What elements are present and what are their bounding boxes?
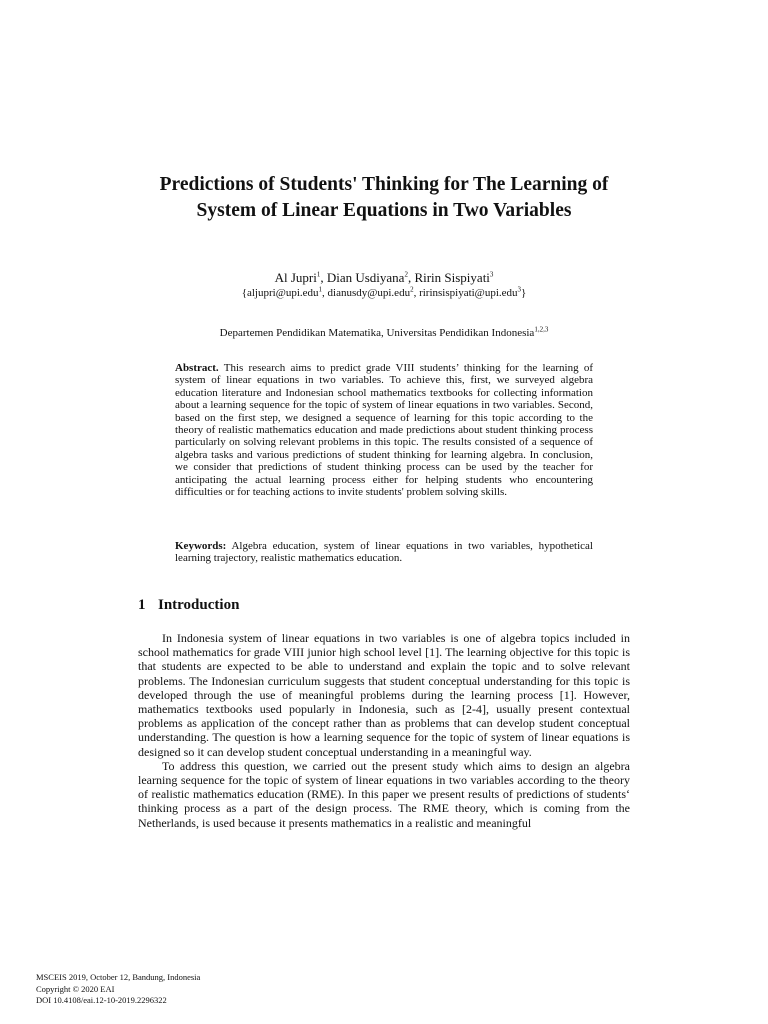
abstract-label: Abstract.: [175, 362, 219, 374]
footer-conference: MSCEIS 2019, October 12, Bandung, Indonesia: [36, 972, 201, 982]
affiliation: [100, 326, 668, 341]
email-separator: ,: [413, 287, 420, 299]
author-sup: 1: [316, 270, 321, 279]
keywords-label: Keywords:: [175, 540, 227, 552]
paper-title: [100, 172, 668, 224]
section-number: 1: [138, 597, 146, 613]
email-link[interactable]: dianusdy@upi.edu: [327, 287, 411, 299]
footer-copyright: Copyright © 2020 EAI: [36, 983, 115, 994]
email-sup: 3: [517, 285, 522, 294]
author-name: Al Jupri: [274, 270, 317, 285]
email-open-brace: {: [241, 287, 247, 299]
author-name: Ririn Sispiyati: [414, 270, 490, 285]
author-separator: ,: [407, 270, 415, 285]
footer-doi: DOI 10.4108/eai.12-10-2019.2296322: [36, 995, 167, 1005]
abstract-text: This research aims to predict grade VIII students’ thinking for the learning of system of linear equations in two variables. To achieve this, first, we surveyed algebra education literature and Indonesian school mathematics textbooks for collecting information about a learning sequence for the topic of system of linear equations in two variables. Second, based on the first step, we designed a sequence of learning for this topic according to the theory of realistic mathematics education and made predictions about student thinking process particularly on solving relevant problems in this topic. The results consisted of a sequence of algebra tasks and various predictions of student thinking for learning algebra. In conclusion, we consider that predictions of student thinking process can be used by the teacher for anticipating the actual learning process either for helping students who encountering difficulties or for teaching actions to invite students' problem solving skills.: [175, 362, 594, 499]
author-list: [100, 270, 668, 286]
page-footer: [36, 972, 200, 1007]
author-name: Dian Usdiyana: [326, 270, 405, 285]
email-sup: 1: [318, 285, 323, 294]
affiliation-text: Departemen Pendidikan Matematika, Universitas Pendidikan Indonesia: [219, 327, 535, 339]
body-paragraph: To address this question, we carried out the present study which aims to design an algebra learning sequence for the topic of system of linear equations in two variables according to the theory of realistic mathematics education (RME). In this paper we present results of predictions of students‘ thinking process as a part of the design process. The RME theory, which is coming from the Netherlands, is used because it presents mathematics in a realistic and meaningful: [138, 758, 630, 830]
email-separator: ,: [322, 287, 328, 299]
abstract: [175, 362, 593, 498]
body-paragraph: In Indonesia system of linear equations in two variables is one of algebra topics included in school mathematics for grade VIII junior high school level [1]. The learning objective for this topic is that students are expected to be able to understand and explain the topic and to solve relevant problems. The Indonesian curriculum suggests that student conceptual understanding for this topic is developed through the use of meaningful problems during the learning process [1]. However, mathematics textbooks used popularly in Indonesia, such as [2-4], usually present contextual problems as application of the concept rather than as problems that can develop student conceptual understanding. The question is how a learning sequence for the topic of system of linear equations is designed so it can develop student conceptual understanding in a meaningful way.: [138, 631, 630, 759]
email-link[interactable]: ririnsispiyati@upi.edu: [419, 287, 518, 299]
email-sup: 2: [410, 285, 414, 294]
author-separator: ,: [320, 270, 327, 285]
author-sup: 3: [489, 270, 494, 279]
author-sup: 2: [404, 270, 408, 279]
title-line-2: System of Linear Equations in Two Variables: [196, 200, 572, 221]
title-line-1: Predictions of Students' Thinking for The Learning of: [159, 174, 609, 195]
keywords-text: Algebra education, system of linear equations in two variables, hypothetical learning trajectory, realistic mathematics education.: [175, 540, 593, 565]
section-body: [138, 631, 630, 830]
email-close-brace: }: [521, 287, 527, 299]
affiliation-sup: 1,2,3: [534, 325, 549, 334]
keywords: [175, 540, 593, 565]
email-link[interactable]: aljupri@upi.edu: [246, 287, 319, 299]
section-title: Introduction: [158, 597, 240, 613]
section-heading: [138, 596, 239, 614]
author-emails: [100, 286, 668, 301]
